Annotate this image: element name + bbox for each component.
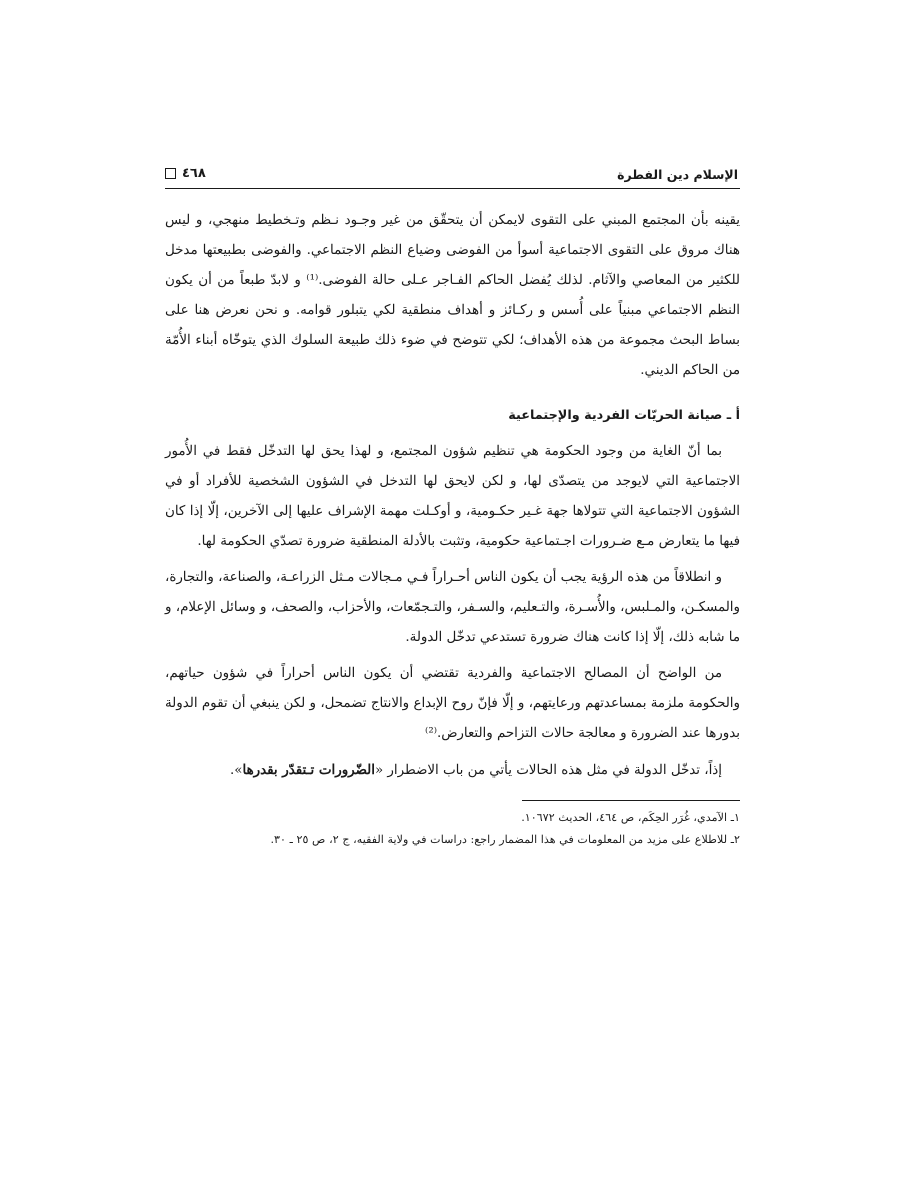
paragraph-3: من الواضح أن المصالح الاجتماعية والفردية تقتضي أن يكون الناس أحراراً في شؤون حياتهم، والحكومة ملزمة بمساعدتهم ورعايتهم، و إلّا فإنّ روح الإبداع والانتاج تضمحل، و لكن ينبغي أن تقوم الدولة بدورها عند الضرورة و معالجة حالات التزاحم والتعارض.⁽²⁾ [165,666,740,741]
paragraph-4-text: إذاً، تدخّل الدولة في مثل هذه الحالات يأتي من باب الاضطرار « [374,763,722,778]
running-header [165,160,740,190]
paragraph-4-quote: الضّرورات تـتقدّر بقدرها [242,762,375,778]
header-title: الإسلام دين الفطرة [617,167,738,182]
footnote-1: ١ـ الآمدي، غُرَر الحِكَم، ص ٤٦٤، الحديث ١٠٦٧٢. [521,811,740,824]
footnote-rule [522,800,740,801]
body-text [165,206,740,786]
page-number: ٤٦٨ [182,166,206,181]
footnote-2: ٢ـ للاطلاع على مزيد من المعلومات في هذا المضمار راجع: دراسات في ولاية الفقيه، ج ٢، ص ٢٥ ـ ٣٠. [270,833,740,846]
book-page [165,160,740,851]
square-marker-icon [165,168,176,179]
section-title: أ ـ صيانة الحريّات الفردية والإجتماعية [508,408,740,423]
paragraph-1: بما أنّ الغاية من وجود الحكومة هي تنظيم شؤون المجتمع، و لهذا يحق لها التدخّل فقط في الأُمور الاجتماعية التي لايوجد من يتصدّى لها، و لكن لايحق لها التدخل في الشؤون الشخصية للأفراد أو في الشؤون الاجتماعية التي تتولاها جهة غـير حكـومية، و أوكـلت مهمة الإشراف عليها إلى الآخرين، إلّا إذا كان فيها ما يتعارض مـع ضـرورات اجـتماعية حكومية، وتثبت بالأدلة المنطقية ضرورة تصدّي الحكومة لها. [165,444,740,549]
intro-paragraph: يقينه بأن المجتمع المبني على التقوى لايمكن أن يتحقّق من غير وجـود نـظم وتـخطيط منهجي، و ليس هناك مروق على التقوى الاجتماعية أسوأ من الفوضى وضياع النظم الاجتماعي. والفوضى بطبيعتها مدخل للكثير من المعاصي والآثام. لذلك يُفضل الحاكم الفـاجر عـلى حالة الفوضى.⁽¹⁾ و لابدّ طبعاً من أن يكون النظم الاجتماعي مبنياً على أُسس و ركـائز و أهداف منطقية لكي يتبلور قوامه. و نحن نعرض هنا على بساط البحث مجموعة من هذه الأهداف؛ لكي تتوضح في ضوء ذلك طبيعة السلوك الذي يتوخّاه أبناء الأُمّة من الحاكم الديني. [165,213,740,378]
paragraph-2: و انطلاقاً من هذه الرؤية يجب أن يكون الناس أحـراراً فـي مـجالات مـثل الزراعـة، والصناعة، والتجارة، والمسكـن، والمـلبس، والأُسـرة، والتـعليم، والسـفر، والتـجمّعات، والأحزاب، والصحف، و وسائل الإعلام، و ما شابه ذلك، إلّا إذا كانت هناك ضرورة تستدعي تدخّل الدولة. [165,570,740,645]
paragraph-4-end: ». [230,763,243,778]
paragraph-4 [165,755,740,786]
header-rule [165,188,740,189]
header-page-number [165,166,206,181]
